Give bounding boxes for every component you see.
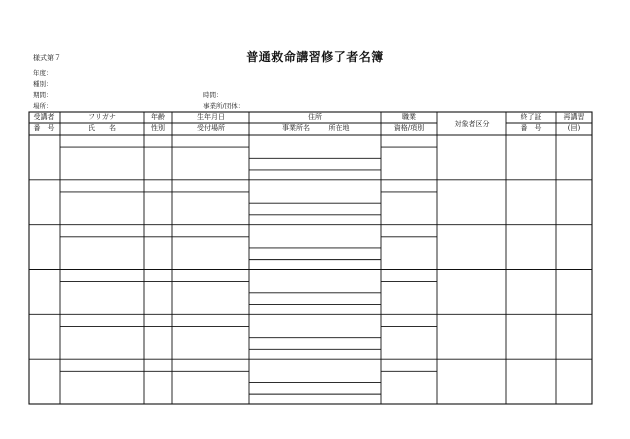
header-name: 氏 名 bbox=[88, 124, 116, 132]
meta-time: 時間： bbox=[203, 91, 223, 99]
header-location: 所在地 bbox=[328, 124, 350, 132]
meta-type: 種別： bbox=[33, 80, 53, 88]
header-workplace: 事業所名 bbox=[282, 124, 310, 132]
header-retake-top: 再講習 bbox=[563, 113, 585, 121]
header-receipt-top: 受講者 bbox=[33, 113, 55, 121]
header-furigana: フリガナ bbox=[88, 113, 116, 121]
meta-organization: 事業所/団体： bbox=[203, 102, 245, 110]
header-gender: 性別 bbox=[151, 124, 165, 132]
meta-period: 期間： bbox=[33, 91, 53, 99]
header-age: 年齢 bbox=[151, 113, 165, 121]
header-cert-bottom: 番 号 bbox=[520, 124, 542, 132]
page-title: 普通救命講習修了者名簿 bbox=[246, 50, 384, 64]
header-retake-bottom: (回) bbox=[567, 124, 581, 132]
header-receipt-bottom: 番 号 bbox=[33, 124, 55, 132]
form-number: 様式第７ bbox=[33, 54, 61, 62]
header-birthdate: 生年月日 bbox=[197, 113, 225, 121]
header-address: 住所 bbox=[308, 113, 322, 121]
header-reception: 受付場所 bbox=[197, 124, 225, 132]
header-cert-top: 終了証 bbox=[520, 113, 542, 121]
header-target-category: 対象者区分 bbox=[454, 120, 490, 128]
meta-year: 年度： bbox=[33, 69, 53, 77]
table-border bbox=[29, 112, 592, 404]
table-grid bbox=[29, 112, 592, 404]
header-qualification: 資格/項別 bbox=[393, 124, 425, 132]
header-occupation: 職業 bbox=[402, 113, 416, 121]
meta-place: 場所： bbox=[33, 102, 53, 110]
